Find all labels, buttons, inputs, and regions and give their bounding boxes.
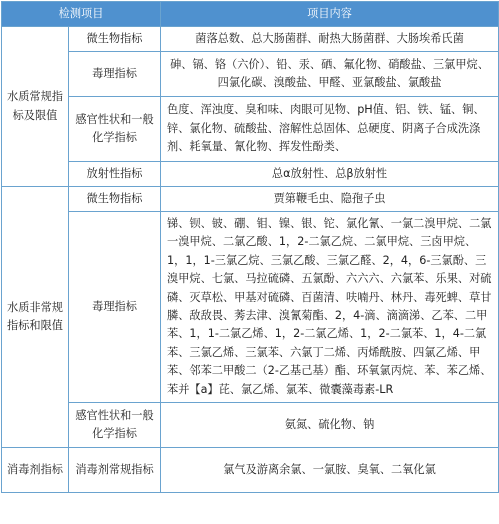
subcategory-toxicology: 毒理指标 [69, 52, 161, 97]
header-detection-item: 检测项目 [2, 2, 161, 27]
content-sensory-chemical: 氨氮、硫化物、钠 [161, 403, 499, 448]
table-row [2, 403, 499, 448]
content-radioactive: 总α放射性、总β放射性 [161, 162, 499, 187]
content-microbial: 贾第鞭毛虫、隐孢子虫 [161, 187, 499, 212]
category-regular-indicators: 水质常规指标及限值 [2, 27, 69, 187]
subcategory-microbial: 微生物指标 [69, 187, 161, 212]
content-disinfectant: 氯气及游离余氯、一氯胺、臭氧、二氧化氯 [161, 448, 499, 493]
subcategory-disinfectant-regular: 消毒剂常规指标 [69, 448, 161, 493]
content-toxicology: 砷、镉、铬（六价）、铅、汞、硒、氟化物、硝酸盐、三氯甲烷、四氯化碳、溴酸盐、甲醛、亚氯酸盐、氯酸盐 [161, 52, 499, 97]
subcategory-sensory-chemical: 感官性状和一般化学指标 [69, 97, 161, 162]
table-row [2, 187, 499, 212]
table-header-row [2, 2, 499, 27]
category-disinfectant-indicators: 消毒剂指标 [2, 448, 69, 493]
table-row [2, 52, 499, 97]
table-row [2, 162, 499, 187]
table-row [2, 27, 499, 52]
table-row [2, 448, 499, 493]
subcategory-sensory-chemical: 感官性状和一般化学指标 [69, 403, 161, 448]
subcategory-radioactive: 放射性指标 [69, 162, 161, 187]
content-microbial: 菌落总数、总大肠菌群、耐热大肠菌群、大肠埃希氏菌 [161, 27, 499, 52]
content-toxicology: 锑、钡、铍、硼、钼、镍、银、铊、氯化氰、一氯二溴甲烷、二氯一溴甲烷、二氯乙酸、1，2-二氯乙烷、二氯甲烷、三卤甲烷、1，1，1-三氯乙烷、三氯乙酸、三氯乙醛、2，4，6-三氯酚、三溴甲烷、七氯、马拉硫磷、五氯酚、六六六、六氯苯、乐果、对硫磷、灭草松、甲基对硫磷、百菌清、呋喃丹、林丹、毒死蜱、草甘膦、敌敌畏、莠去津、溴氰菊酯、2，4-滴、滴滴涕、乙苯、二甲苯、1，1-二氯乙烯、1，2-二氯乙烯、1，2-二氯苯、1，4-二氯苯、三氯乙烯、三氯苯、六氯丁二烯、丙烯酰胺、四氯乙烯、甲苯、邻苯二甲酸二（2-乙基己基）酯、环氧氯丙烷、苯、苯乙烯、苯并【a】芘、氯乙烯、氯苯、微囊藻毒素-LR [161, 212, 499, 403]
subcategory-toxicology: 毒理指标 [69, 212, 161, 403]
table-row [2, 212, 499, 403]
water-quality-table [1, 1, 499, 493]
content-sensory-chemical: 色度、浑浊度、臭和味、肉眼可见物、pH值、铝、铁、锰、铜、锌、氯化物、硫酸盐、溶解性总固体、总硬度、阴离子合成洗涤剂、耗氧量、氰化物、挥发性酚类、 [161, 97, 499, 162]
category-nonregular-indicators: 水质非常规指标和限值 [2, 187, 69, 448]
table-row [2, 97, 499, 162]
subcategory-microbial: 微生物指标 [69, 27, 161, 52]
header-item-content: 项目内容 [161, 2, 499, 27]
